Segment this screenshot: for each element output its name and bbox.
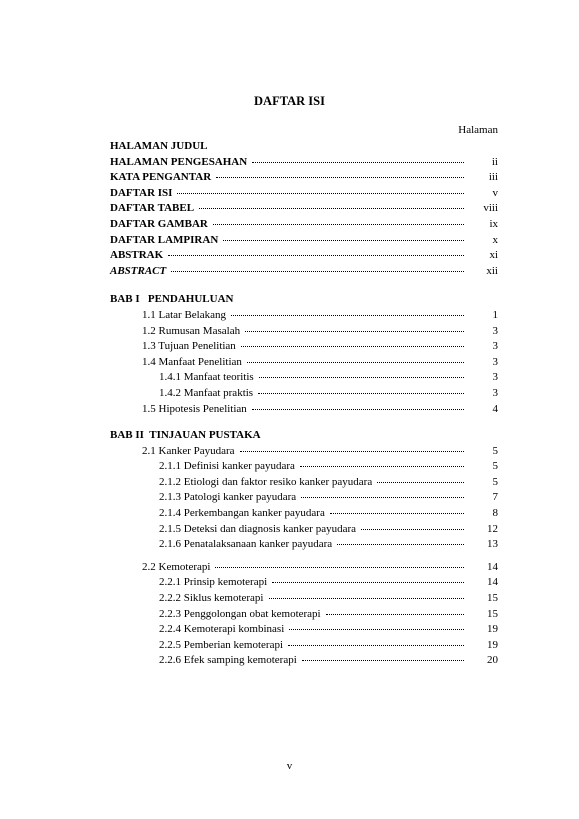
toc-entry-label: HALAMAN PENGESAHAN bbox=[110, 155, 248, 168]
toc-entry-label: ABSTRAK bbox=[110, 249, 164, 262]
toc-entry-label: DAFTAR LAMPIRAN bbox=[110, 233, 219, 246]
toc-entry-page: 12 bbox=[487, 522, 498, 535]
toc-entry-page: 1 bbox=[492, 308, 498, 321]
toc-entry bbox=[110, 638, 498, 654]
dot-leader bbox=[213, 224, 464, 225]
dot-leader bbox=[241, 346, 464, 347]
toc-entry-page: 20 bbox=[487, 654, 498, 667]
toc-entry bbox=[110, 186, 498, 202]
toc-entry-page: x bbox=[492, 233, 498, 246]
toc-entry-page: 19 bbox=[487, 638, 498, 651]
toc-entry bbox=[110, 139, 498, 155]
toc-entry-label: 1.3 Tujuan Penelitian bbox=[142, 340, 236, 353]
toc-entry-label: 2.2.6 Efek samping kemoterapi bbox=[159, 654, 297, 667]
dot-leader bbox=[330, 513, 464, 514]
toc-entry-label: 2.2 Kemoterapi bbox=[142, 560, 211, 573]
dot-leader bbox=[199, 208, 464, 209]
dot-leader bbox=[377, 482, 464, 483]
toc-entry-page: xi bbox=[489, 249, 498, 262]
toc-entry-page: 8 bbox=[492, 507, 498, 520]
toc-entry-label: 2.1.6 Penatalaksanaan kanker payudara bbox=[159, 538, 333, 551]
toc-entry-page: 7 bbox=[492, 491, 498, 504]
toc-entry bbox=[110, 308, 498, 324]
page-number: v bbox=[286, 760, 293, 772]
dot-leader bbox=[288, 645, 464, 646]
toc-entry-label: BAB II TINJAUAN PUSTAKA bbox=[110, 429, 261, 442]
toc-entry-page: 3 bbox=[492, 371, 498, 384]
toc-entry-label: 1.4.2 Manfaat praktis bbox=[159, 386, 254, 399]
toc-entry-page: iii bbox=[488, 171, 498, 184]
dot-leader bbox=[337, 544, 464, 545]
toc-entry bbox=[110, 155, 498, 171]
dot-leader bbox=[223, 240, 464, 241]
dot-leader bbox=[326, 614, 464, 615]
toc-entry-page: 3 bbox=[492, 355, 498, 368]
dot-leader bbox=[300, 466, 464, 467]
dot-leader bbox=[240, 451, 464, 452]
toc-entry bbox=[110, 537, 498, 553]
toc-entry-page: 5 bbox=[492, 475, 498, 488]
toc-entry-label: 2.1.1 Definisi kanker payudara bbox=[159, 460, 295, 473]
dot-leader bbox=[231, 315, 464, 316]
toc-entry-label: 2.1.2 Etiologi dan faktor resiko kanker payudara bbox=[159, 475, 373, 488]
toc-entry-label: 1.4.1 Manfaat teoritis bbox=[159, 371, 254, 384]
toc-entry-page: 4 bbox=[492, 402, 498, 415]
toc-entry bbox=[110, 560, 498, 576]
toc-entry-label: 2.2.1 Prinsip kemoterapi bbox=[159, 576, 268, 589]
toc-entry bbox=[110, 459, 498, 475]
toc-entry-label: DAFTAR GAMBAR bbox=[110, 217, 208, 230]
toc-entry bbox=[110, 607, 498, 623]
toc-entry-page: 3 bbox=[492, 340, 498, 353]
toc-entry-page: xii bbox=[486, 264, 498, 277]
toc-entry bbox=[110, 170, 498, 186]
page-title: DAFTAR ISI bbox=[254, 94, 325, 108]
toc-entry-page: v bbox=[492, 186, 498, 199]
toc-entry bbox=[110, 201, 498, 217]
toc-entry-label: 1.2 Rumusan Masalah bbox=[142, 324, 241, 337]
dot-leader bbox=[361, 529, 464, 530]
table-of-contents bbox=[110, 139, 498, 669]
toc-entry-page: 14 bbox=[487, 576, 498, 589]
toc-entry-label: 2.2.2 Siklus kemoterapi bbox=[159, 592, 264, 605]
toc-entry-page: 5 bbox=[492, 444, 498, 457]
toc-entry-label: 2.1.5 Deteksi dan diagnosis kanker payudara bbox=[159, 522, 357, 535]
toc-entry-label: 2.2.5 Pemberian kemoterapi bbox=[159, 638, 284, 651]
page-column-header: Halaman bbox=[458, 124, 498, 136]
toc-entry bbox=[110, 264, 498, 280]
dot-leader bbox=[215, 567, 464, 568]
toc-entry-label: 1.5 Hipotesis Penelitian bbox=[142, 402, 247, 415]
dot-leader bbox=[171, 271, 464, 272]
toc-entry-page: 13 bbox=[487, 538, 498, 551]
dot-leader bbox=[245, 331, 464, 332]
dot-leader bbox=[252, 409, 464, 410]
dot-leader bbox=[302, 660, 464, 661]
dot-leader bbox=[258, 393, 464, 394]
toc-entry-label: 2.2.3 Penggolongan obat kemoterapi bbox=[159, 607, 321, 620]
chapter-heading bbox=[110, 292, 498, 308]
toc-entry-label: DAFTAR TABEL bbox=[110, 202, 195, 215]
toc-entry-label: 1.1 Latar Belakang bbox=[142, 308, 226, 321]
toc-entry bbox=[110, 622, 498, 638]
toc-entry bbox=[110, 217, 498, 233]
dot-leader bbox=[168, 255, 464, 256]
toc-entry-page: 14 bbox=[487, 560, 498, 573]
toc-entry-page: 15 bbox=[487, 607, 498, 620]
chapter-heading bbox=[110, 428, 498, 444]
toc-entry bbox=[110, 522, 498, 538]
toc-entry bbox=[110, 653, 498, 669]
toc-entry-label: HALAMAN JUDUL bbox=[110, 140, 208, 152]
dot-leader bbox=[289, 629, 464, 630]
toc-entry bbox=[110, 355, 498, 371]
toc-entry-page: 3 bbox=[492, 386, 498, 399]
toc-entry-label: 2.1 Kanker Payudara bbox=[142, 444, 235, 457]
dot-leader bbox=[252, 162, 464, 163]
toc-entry bbox=[110, 444, 498, 460]
dot-leader bbox=[272, 582, 464, 583]
toc-entry bbox=[110, 339, 498, 355]
toc-entry bbox=[110, 591, 498, 607]
toc-entry-label: BAB I PENDAHULUAN bbox=[110, 293, 234, 306]
toc-entry-label: 2.1.4 Perkembangan kanker payudara bbox=[159, 507, 325, 520]
toc-entry-page: 3 bbox=[492, 324, 498, 337]
toc-entry bbox=[110, 386, 498, 402]
toc-entry bbox=[110, 370, 498, 386]
dot-leader bbox=[216, 177, 464, 178]
toc-entry bbox=[110, 248, 498, 264]
toc-entry-label: DAFTAR ISI bbox=[110, 186, 173, 199]
toc-entry-page: viii bbox=[483, 202, 498, 215]
toc-entry-page: 15 bbox=[487, 592, 498, 605]
toc-entry bbox=[110, 324, 498, 340]
toc-entry bbox=[110, 575, 498, 591]
toc-entry-page: ix bbox=[489, 217, 498, 230]
toc-entry-page: 19 bbox=[487, 623, 498, 636]
dot-leader bbox=[301, 497, 464, 498]
dot-leader bbox=[259, 377, 464, 378]
toc-entry bbox=[110, 402, 498, 418]
dot-leader bbox=[247, 362, 464, 363]
toc-entry-page: ii bbox=[491, 155, 498, 168]
toc-entry bbox=[110, 475, 498, 491]
toc-entry bbox=[110, 490, 498, 506]
toc-entry bbox=[110, 506, 498, 522]
toc-entry-label: 2.2.4 Kemoterapi kombinasi bbox=[159, 623, 285, 636]
toc-entry-label: ABSTRACT bbox=[110, 264, 167, 277]
toc-entry-label: 2.1.3 Patologi kanker payudara bbox=[159, 491, 297, 504]
toc-entry bbox=[110, 233, 498, 249]
dot-leader bbox=[269, 598, 465, 599]
toc-entry-label: KATA PENGANTAR bbox=[110, 171, 212, 184]
toc-entry-page: 5 bbox=[492, 460, 498, 473]
dot-leader bbox=[177, 193, 464, 194]
toc-entry-label: 1.4 Manfaat Penelitian bbox=[142, 355, 242, 368]
